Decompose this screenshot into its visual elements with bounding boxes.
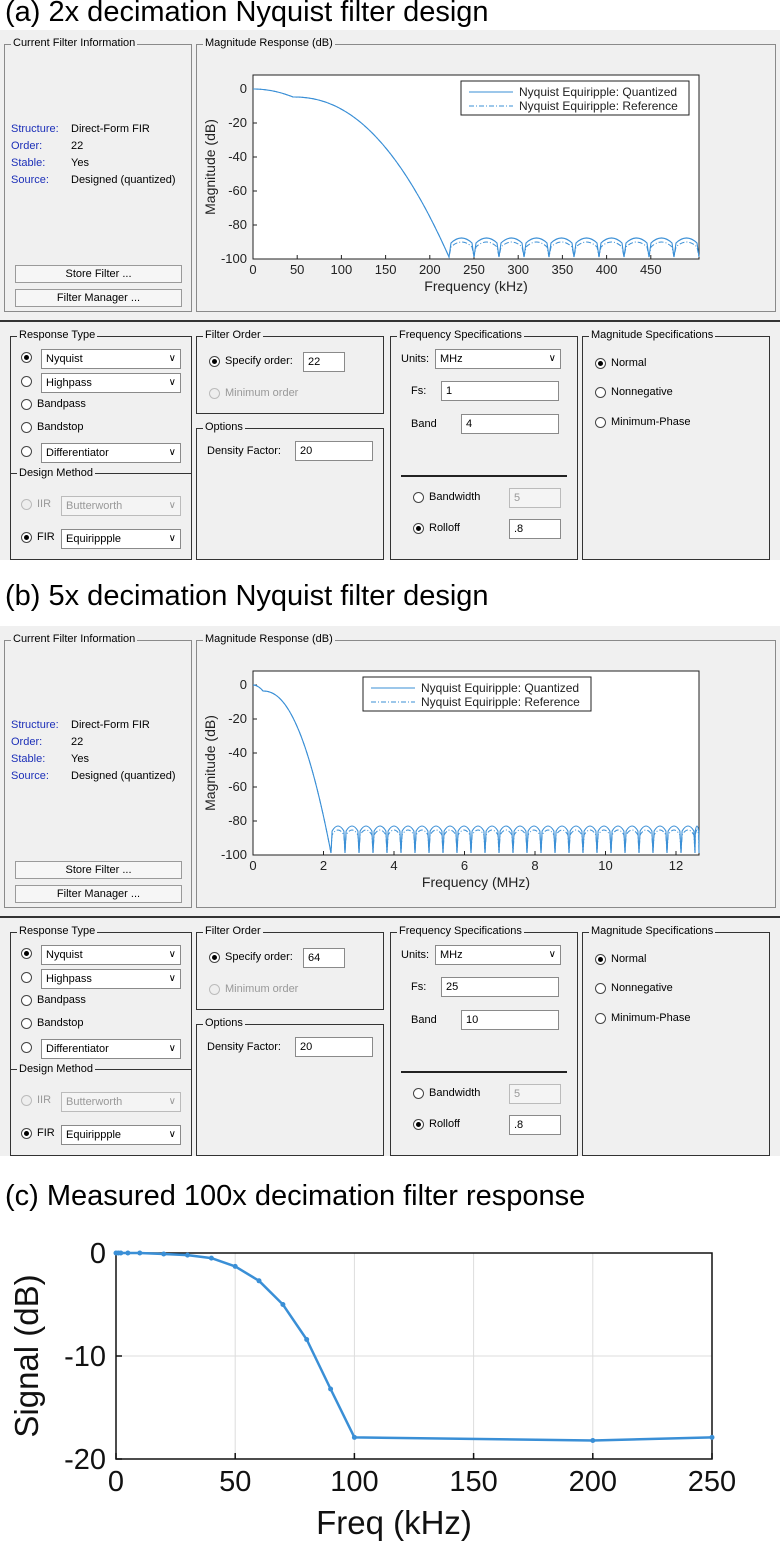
signal-data-point	[185, 1253, 190, 1258]
radio-nonnegative[interactable]	[595, 387, 606, 398]
order-label: Order:	[11, 736, 43, 748]
legend-label-reference: Nyquist Equiripple: Reference	[519, 99, 678, 113]
radio-rolloff[interactable]	[413, 1119, 424, 1130]
fs-input[interactable]: 25	[441, 977, 559, 997]
filter-info-group	[4, 37, 192, 312]
bandstop-label: Bandstop	[37, 421, 84, 433]
iir-select-value: Butterworth	[66, 500, 123, 512]
y-tick-label: -60	[228, 779, 247, 794]
radio-bandwidth[interactable]	[413, 492, 424, 503]
normal-label: Normal	[611, 357, 647, 369]
iir-select-value: Butterworth	[66, 1096, 123, 1108]
legend-label-reference: Nyquist Equiripple: Reference	[421, 695, 580, 709]
panel-a	[0, 30, 780, 560]
x-axis-label: Freq (kHz)	[316, 1504, 472, 1541]
filter-order-group	[196, 925, 384, 1010]
y-axis-label: Signal (dB)	[8, 1274, 45, 1438]
rolloff-input[interactable]: .8	[509, 1115, 561, 1135]
legend-label-quantized: Nyquist Equiripple: Quantized	[421, 681, 580, 695]
y-tick-label: 0	[239, 677, 247, 692]
bandstop-label: Bandstop	[37, 1017, 84, 1029]
options-group	[196, 1017, 384, 1156]
legend-label-quantized: Nyquist Equiripple: Quantized	[519, 85, 678, 99]
caption-b: (b) 5x decimation Nyquist filter design	[5, 580, 489, 612]
highpass-select[interactable]	[41, 373, 181, 393]
band-label: Band	[411, 418, 437, 430]
signal-data-point	[209, 1256, 214, 1261]
order-label: Order:	[11, 140, 43, 152]
y-tick-label: -80	[228, 217, 247, 232]
rolloff-label: Rolloff	[429, 1118, 460, 1130]
differentiator-select[interactable]	[41, 443, 181, 463]
density-factor-input[interactable]: 20	[295, 1037, 373, 1057]
density-factor-label: Density Factor:	[207, 445, 281, 457]
source-label: Source:	[11, 174, 49, 186]
chevron-down-icon: ∨	[168, 1096, 176, 1107]
chevron-down-icon: ∨	[548, 353, 556, 364]
differentiator-select-value: Differentiator	[46, 447, 109, 459]
radio-differentiator[interactable]	[21, 1042, 32, 1053]
radio-highpass[interactable]	[21, 972, 32, 983]
radio-fir[interactable]	[21, 532, 32, 543]
panel-divider	[0, 916, 780, 918]
magnitude-response-plot	[197, 45, 775, 311]
response-type-group	[10, 925, 192, 1156]
radio-bandwidth[interactable]	[413, 1088, 424, 1099]
stable-label: Stable:	[11, 753, 46, 765]
x-tick-label: 4	[390, 858, 398, 873]
signal-data-point	[304, 1337, 309, 1342]
freq-specs-divider	[401, 1071, 567, 1073]
magnitude-specs-title: Magnitude Specifications	[591, 925, 714, 937]
freq-specs-divider	[401, 475, 567, 477]
x-tick-label: 12	[668, 858, 684, 873]
response-type-title: Response Type	[19, 925, 96, 937]
differentiator-select[interactable]	[41, 1039, 181, 1059]
bandwidth-input[interactable]: 5	[509, 1084, 561, 1104]
radio-minimum-phase[interactable]	[595, 1013, 606, 1024]
units-label: Units:	[401, 949, 430, 961]
rolloff-label: Rolloff	[429, 522, 460, 534]
x-tick-label: 400	[595, 262, 618, 277]
chevron-down-icon: ∨	[168, 353, 176, 364]
radio-normal[interactable]	[595, 358, 606, 369]
design-method-title: Design Method	[19, 1063, 93, 1075]
design-method-title: Design Method	[19, 467, 93, 479]
order-input[interactable]: 64	[303, 948, 345, 968]
panel-divider	[0, 320, 780, 322]
density-factor-label: Density Factor:	[207, 1041, 281, 1053]
minimum-phase-label: Minimum-Phase	[611, 1012, 691, 1024]
units-label: Units:	[401, 353, 430, 365]
y-tick-label: -10	[64, 1341, 106, 1373]
fs-label: Fs:	[411, 981, 427, 993]
magnitude-response-plot	[197, 641, 775, 907]
iir-label: IIR	[37, 1094, 52, 1106]
x-tick-label: 0	[249, 858, 257, 873]
magnitude-response-group	[196, 633, 776, 908]
chevron-down-icon: ∨	[168, 533, 176, 544]
bandwidth-input[interactable]: 5	[509, 488, 561, 508]
chevron-down-icon: ∨	[168, 973, 176, 984]
filter-manager-button[interactable]: Filter Manager ...	[15, 885, 182, 903]
highpass-select-value: Highpass	[46, 973, 92, 985]
order-value: 22	[71, 140, 84, 152]
radio-fir[interactable]	[21, 1128, 32, 1139]
highpass-select[interactable]	[41, 969, 181, 989]
radio-minimum-order[interactable]	[209, 984, 220, 995]
order-input[interactable]: 22	[303, 352, 345, 372]
magnitude-specs-title: Magnitude Specifications	[591, 329, 714, 341]
signal-data-point	[710, 1435, 715, 1440]
nonnegative-label: Nonnegative	[611, 982, 673, 994]
normal-label: Normal	[611, 953, 647, 965]
x-tick-label: 10	[598, 858, 613, 873]
chevron-down-icon: ∨	[168, 1043, 176, 1054]
units-select[interactable]	[435, 349, 561, 369]
radio-iir[interactable]	[21, 499, 32, 510]
signal-data-point	[590, 1438, 595, 1443]
density-factor-input[interactable]: 20	[295, 441, 373, 461]
radio-nyquist[interactable]	[21, 352, 32, 363]
radio-bandstop[interactable]	[21, 422, 32, 433]
caption-c: (c) Measured 100x decimation filter response	[5, 1180, 586, 1212]
response-type-group	[10, 329, 192, 560]
minimum-order-label: Minimum order	[225, 387, 299, 399]
x-tick-label: 2	[319, 858, 328, 873]
units-select[interactable]	[435, 945, 561, 965]
bandwidth-label: Bandwidth	[429, 1087, 481, 1099]
structure-label: Structure:	[11, 719, 59, 731]
iir-label: IIR	[37, 498, 52, 510]
radio-minimum-phase[interactable]	[595, 417, 606, 428]
specify-order-label: Specify order:	[225, 355, 293, 367]
radio-normal[interactable]	[595, 954, 606, 965]
filter-info-title: Current Filter Information	[13, 37, 136, 49]
magnitude-response-title: Magnitude Response (dB)	[205, 633, 333, 645]
x-tick-label: 100	[330, 1466, 379, 1498]
radio-iir[interactable]	[21, 1095, 32, 1106]
y-tick-label: -80	[228, 813, 247, 828]
y-tick-label: -100	[220, 251, 247, 266]
options-group	[196, 421, 384, 560]
y-tick-label: -40	[228, 149, 247, 164]
fir-select[interactable]	[61, 529, 181, 549]
x-tick-label: 350	[551, 262, 574, 277]
x-tick-label: 150	[449, 1466, 498, 1498]
signal-data-point	[352, 1435, 357, 1440]
iir-select[interactable]	[61, 496, 181, 516]
x-tick-label: 250	[687, 1466, 737, 1498]
x-axis-label: Frequency (kHz)	[424, 278, 528, 294]
nyquist-select[interactable]	[41, 349, 181, 369]
filter-info-group	[4, 633, 192, 908]
filter-info-title: Current Filter Information	[13, 633, 136, 645]
rolloff-input[interactable]: .8	[509, 519, 561, 539]
y-tick-label: -20	[64, 1444, 106, 1476]
y-tick-label: 0	[239, 81, 247, 96]
x-tick-label: 0	[249, 262, 257, 277]
y-tick-label: -60	[228, 183, 247, 198]
fir-select[interactable]	[61, 1125, 181, 1145]
caption-a: (a) 2x decimation Nyquist filter design	[5, 0, 489, 28]
magnitude-response-title: Magnitude Response (dB)	[205, 37, 333, 49]
filter-order-title: Filter Order	[205, 925, 261, 937]
bandpass-label: Bandpass	[37, 398, 86, 410]
measured-response-chart	[0, 1221, 780, 1551]
iir-select[interactable]	[61, 1092, 181, 1112]
band-label: Band	[411, 1014, 437, 1026]
signal-data-point	[137, 1251, 142, 1256]
panel-b	[0, 626, 780, 1156]
x-tick-label: 0	[107, 1466, 125, 1498]
filter-manager-button[interactable]: Filter Manager ...	[15, 289, 182, 307]
fir-label: FIR	[37, 1127, 55, 1139]
units-select-value: MHz	[440, 949, 463, 961]
structure-value: Direct-Form FIR	[71, 123, 150, 135]
highpass-select-value: Highpass	[46, 377, 92, 389]
x-axis-label: Frequency (MHz)	[421, 874, 531, 890]
frequency-specs-title: Frequency Specifications	[399, 329, 522, 341]
x-tick-label: 300	[507, 262, 530, 277]
chevron-down-icon: ∨	[168, 1129, 176, 1140]
radio-differentiator[interactable]	[21, 446, 32, 457]
source-label: Source:	[11, 770, 49, 782]
magnitude-response-group	[196, 37, 776, 312]
fs-label: Fs:	[411, 385, 427, 397]
minimum-order-label: Minimum order	[225, 983, 299, 995]
magnitude-specs-group	[582, 329, 770, 560]
y-tick-label: 0	[89, 1238, 106, 1270]
radio-bandpass[interactable]	[21, 399, 32, 410]
nyquist-select-value: Nyquist	[46, 949, 83, 961]
x-tick-label: 50	[289, 262, 305, 277]
units-select-value: MHz	[440, 353, 463, 365]
stable-value: Yes	[71, 753, 89, 765]
nyquist-select-value: Nyquist	[46, 353, 83, 365]
chevron-down-icon: ∨	[548, 949, 556, 960]
radio-bandpass[interactable]	[21, 995, 32, 1006]
radio-specify-order[interactable]	[209, 952, 220, 963]
nonnegative-label: Nonnegative	[611, 386, 673, 398]
x-tick-label: 100	[330, 262, 353, 277]
x-tick-label: 250	[463, 262, 485, 277]
radio-highpass[interactable]	[21, 376, 32, 387]
structure-label: Structure:	[11, 123, 59, 135]
specify-order-label: Specify order:	[225, 951, 293, 963]
y-axis-label: Magnitude (dB)	[202, 715, 218, 811]
x-tick-label: 6	[460, 858, 469, 873]
response-type-title: Response Type	[19, 329, 96, 341]
store-filter-button[interactable]: Store Filter ...	[15, 265, 182, 283]
store-filter-button[interactable]: Store Filter ...	[15, 861, 182, 879]
fs-input[interactable]: 1	[441, 381, 559, 401]
band-input[interactable]: 4	[461, 414, 559, 434]
options-title: Options	[205, 421, 243, 433]
chevron-down-icon: ∨	[168, 500, 176, 511]
signal-data-point	[233, 1264, 238, 1269]
y-tick-label: -40	[228, 745, 247, 760]
x-tick-label: 450	[639, 262, 662, 277]
source-value: Designed (quantized)	[71, 174, 176, 186]
fdatool-panel	[0, 626, 780, 1156]
bandwidth-label: Bandwidth	[429, 491, 481, 503]
y-tick-label: -20	[228, 711, 247, 726]
signal-data-point	[328, 1387, 333, 1392]
signal-series-line	[116, 1253, 712, 1441]
structure-value: Direct-Form FIR	[71, 719, 150, 731]
radio-specify-order[interactable]	[209, 356, 220, 367]
nyquist-select[interactable]	[41, 945, 181, 965]
radio-nonnegative[interactable]	[595, 983, 606, 994]
options-title: Options	[205, 1017, 243, 1029]
fir-select-value: Equirippple	[66, 1129, 122, 1141]
signal-data-point	[280, 1302, 285, 1307]
differentiator-select-value: Differentiator	[46, 1043, 109, 1055]
radio-minimum-order[interactable]	[209, 388, 220, 399]
frequency-specs-group	[390, 329, 578, 560]
fir-select-value: Equirippple	[66, 533, 122, 545]
signal-data-point	[161, 1252, 166, 1257]
signal-data-point	[125, 1251, 130, 1256]
order-value: 22	[71, 736, 84, 748]
chevron-down-icon: ∨	[168, 377, 176, 388]
stable-label: Stable:	[11, 157, 46, 169]
y-tick-label: -100	[220, 847, 247, 862]
x-tick-label: 50	[219, 1466, 252, 1498]
radio-bandstop[interactable]	[21, 1018, 32, 1029]
radio-rolloff[interactable]	[413, 523, 424, 534]
signal-data-point	[118, 1251, 123, 1256]
x-tick-label: 8	[531, 858, 539, 873]
stable-value: Yes	[71, 157, 89, 169]
band-input[interactable]: 10	[461, 1010, 559, 1030]
source-value: Designed (quantized)	[71, 770, 176, 782]
fir-label: FIR	[37, 531, 55, 543]
x-tick-label: 200	[568, 1466, 617, 1498]
minimum-phase-label: Minimum-Phase	[611, 416, 691, 428]
signal-data-point	[257, 1278, 262, 1283]
frequency-specs-group	[390, 925, 578, 1156]
radio-nyquist[interactable]	[21, 948, 32, 959]
chevron-down-icon: ∨	[168, 447, 176, 458]
fdatool-panel	[0, 30, 780, 560]
chevron-down-icon: ∨	[168, 949, 176, 960]
y-axis-label: Magnitude (dB)	[202, 119, 218, 215]
filter-order-title: Filter Order	[205, 329, 261, 341]
y-tick-label: -20	[228, 115, 247, 130]
frequency-specs-title: Frequency Specifications	[399, 925, 522, 937]
filter-order-group	[196, 329, 384, 414]
bandpass-label: Bandpass	[37, 994, 86, 1006]
x-tick-label: 150	[374, 262, 397, 277]
x-tick-label: 200	[418, 262, 441, 277]
magnitude-specs-group	[582, 925, 770, 1156]
